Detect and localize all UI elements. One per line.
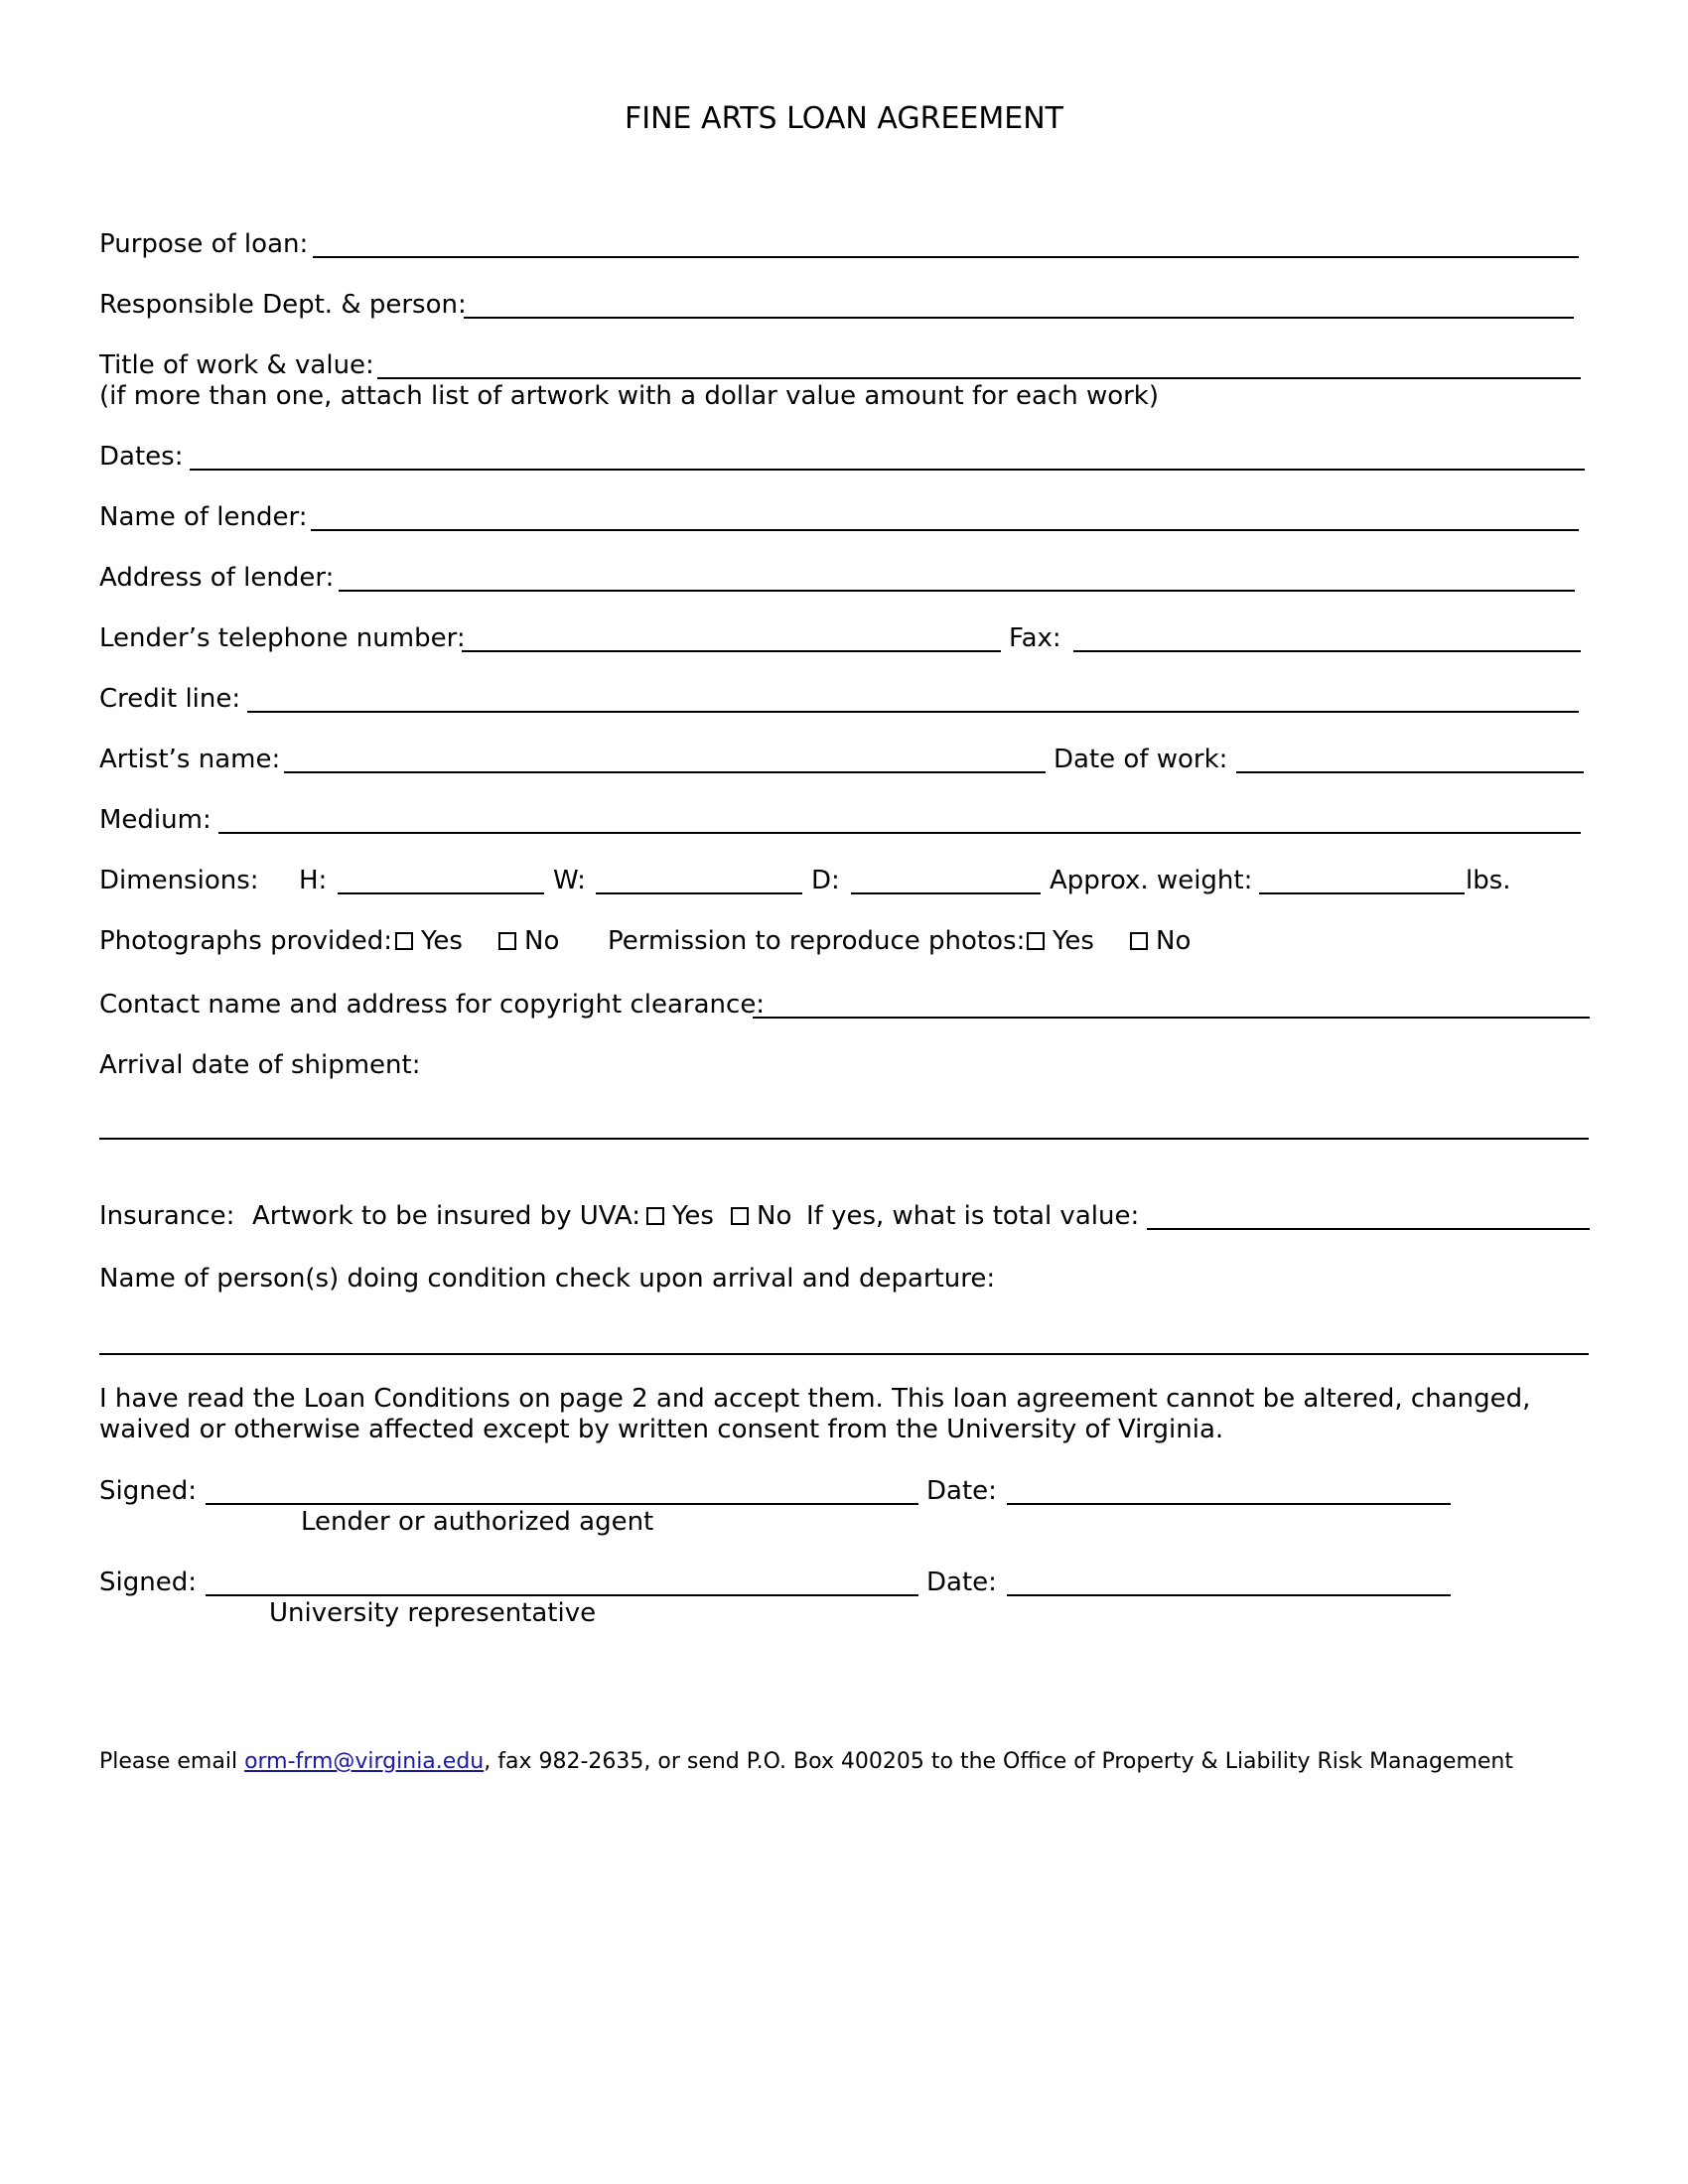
copyright-field[interactable] bbox=[753, 1017, 1590, 1019]
permission-yes-checkbox[interactable] bbox=[1027, 932, 1045, 950]
permission-yes-option[interactable] bbox=[1027, 925, 1094, 957]
email-link[interactable]: orm-frm@virginia.edu bbox=[244, 1749, 485, 1774]
arrival-label: Arrival date of shipment: bbox=[99, 1050, 421, 1080]
date-of-work-label: Date of work: bbox=[1054, 745, 1228, 774]
photos-no-option[interactable] bbox=[498, 925, 559, 957]
lender-signed-label: Signed: bbox=[99, 1476, 197, 1506]
lender-date-field[interactable] bbox=[1007, 1503, 1451, 1505]
depth-label: D: bbox=[811, 866, 840, 895]
university-date-label: Date: bbox=[926, 1568, 997, 1597]
dimensions-label: Dimensions: bbox=[99, 866, 259, 895]
permission-no-option[interactable] bbox=[1130, 925, 1191, 957]
copyright-label: Contact name and address for copyright clearance: bbox=[99, 990, 766, 1020]
university-signed-label: Signed: bbox=[99, 1568, 197, 1597]
insured-yes-option[interactable] bbox=[646, 1200, 714, 1232]
insured-yes-label: Yes bbox=[672, 1201, 714, 1231]
lender-signature-field[interactable] bbox=[206, 1503, 918, 1505]
responsible-label: Responsible Dept. & person: bbox=[99, 290, 467, 320]
lender-name-label: Name of lender: bbox=[99, 502, 308, 532]
purpose-field[interactable] bbox=[313, 256, 1579, 258]
page-title: FINE ARTS LOAN AGREEMENT bbox=[625, 101, 1063, 136]
arrival-field[interactable] bbox=[99, 1138, 1589, 1140]
lender-phone-field[interactable] bbox=[462, 650, 1001, 652]
insured-no-checkbox[interactable] bbox=[731, 1207, 749, 1225]
title-value-label: Title of work & value: bbox=[99, 350, 374, 380]
permission-no-checkbox[interactable] bbox=[1130, 932, 1148, 950]
permission-yes-label: Yes bbox=[1053, 926, 1094, 956]
insured-no-label: No bbox=[757, 1201, 792, 1231]
width-label: W: bbox=[553, 866, 586, 895]
lender-name-field[interactable] bbox=[311, 529, 1579, 531]
insurance-label: Insurance: bbox=[99, 1201, 235, 1231]
width-field[interactable] bbox=[596, 892, 802, 894]
depth-field[interactable] bbox=[851, 892, 1041, 894]
lender-address-label: Address of lender: bbox=[99, 563, 335, 593]
credit-line-field[interactable] bbox=[247, 711, 1579, 713]
photos-no-checkbox[interactable] bbox=[498, 932, 516, 950]
condition-field[interactable] bbox=[99, 1353, 1589, 1355]
photos-label: Photographs provided: bbox=[99, 926, 392, 956]
purpose-label: Purpose of loan: bbox=[99, 229, 309, 259]
height-label: H: bbox=[299, 866, 328, 895]
credit-line-label: Credit line: bbox=[99, 684, 241, 714]
artist-name-field[interactable] bbox=[284, 771, 1046, 773]
weight-unit: lbs. bbox=[1466, 866, 1511, 895]
photos-yes-checkbox[interactable] bbox=[395, 932, 413, 950]
title-value-note: (if more than one, attach list of artwork with a dollar value amount for each work) bbox=[99, 381, 1160, 411]
insured-yes-checkbox[interactable] bbox=[646, 1207, 664, 1225]
agreement-text: I have read the Loan Conditions on page 2 and accept them. This loan agreement cannot be altered, changed, waived or otherwise affected except by written consent from the University of Virginia. bbox=[99, 1384, 1531, 1444]
lender-address-field[interactable] bbox=[339, 590, 1575, 592]
fax-label: Fax: bbox=[1009, 623, 1061, 653]
university-date-field[interactable] bbox=[1007, 1594, 1451, 1596]
photos-yes-label: Yes bbox=[421, 926, 463, 956]
footer-note bbox=[99, 1748, 1513, 1776]
medium-label: Medium: bbox=[99, 805, 211, 835]
footer-prefix: Please email bbox=[99, 1749, 245, 1774]
dates-field[interactable] bbox=[190, 469, 1585, 471]
fax-field[interactable] bbox=[1073, 650, 1581, 652]
weight-field[interactable] bbox=[1259, 892, 1465, 894]
total-value-label: If yes, what is total value: bbox=[806, 1201, 1140, 1231]
date-of-work-field[interactable] bbox=[1236, 771, 1584, 773]
dates-label: Dates: bbox=[99, 442, 184, 472]
lender-sig-caption: Lender or authorized agent bbox=[301, 1507, 654, 1537]
photos-yes-option[interactable] bbox=[395, 925, 463, 957]
university-signature-field[interactable] bbox=[206, 1594, 918, 1596]
insured-no-option[interactable] bbox=[731, 1200, 791, 1232]
insured-by-label: Artwork to be insured by UVA: bbox=[252, 1201, 640, 1231]
lender-phone-label: Lender’s telephone number: bbox=[99, 623, 466, 653]
condition-label: Name of person(s) doing condition check upon arrival and departure: bbox=[99, 1264, 996, 1294]
permission-label: Permission to reproduce photos: bbox=[608, 926, 1026, 956]
weight-label: Approx. weight: bbox=[1050, 866, 1253, 895]
responsible-field[interactable] bbox=[464, 317, 1574, 319]
total-value-field[interactable] bbox=[1147, 1228, 1590, 1230]
university-sig-caption: University representative bbox=[269, 1598, 597, 1628]
footer-suffix: , fax 982-2635, or send P.O. Box 400205 to the Office of Property & Liability Risk Management bbox=[484, 1749, 1513, 1774]
medium-field[interactable] bbox=[218, 832, 1581, 834]
lender-date-label: Date: bbox=[926, 1476, 997, 1506]
artist-name-label: Artist’s name: bbox=[99, 745, 281, 774]
height-field[interactable] bbox=[338, 892, 544, 894]
permission-no-label: No bbox=[1156, 926, 1192, 956]
title-value-field[interactable] bbox=[377, 377, 1581, 379]
photos-no-label: No bbox=[524, 926, 560, 956]
